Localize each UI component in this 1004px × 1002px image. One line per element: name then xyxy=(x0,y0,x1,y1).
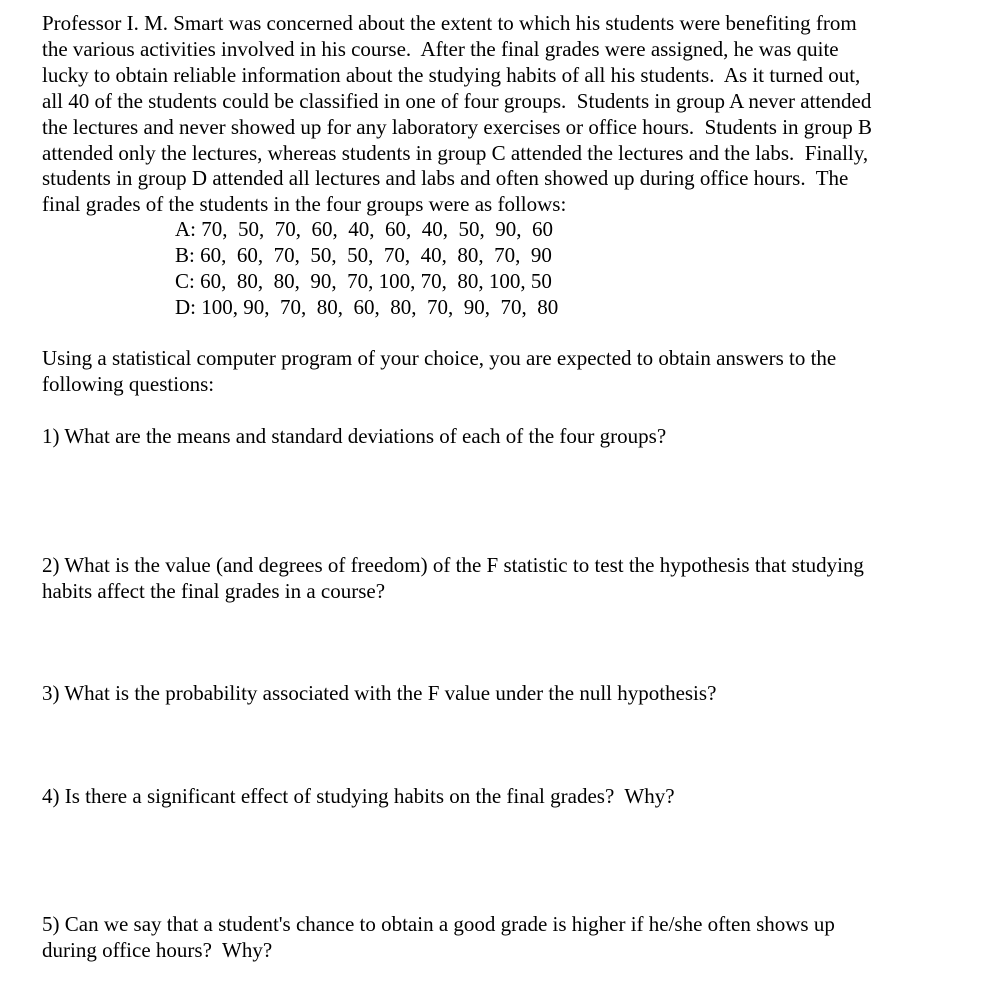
intro-line: lucky to obtain reliable information about the studying habits of all his students. As it turned out, xyxy=(42,63,861,87)
intro-line: students in group D attended all lectures and labs and often showed up during office hours. The xyxy=(42,166,849,190)
intro-line: the various activities involved in his course. After the final grades were assigned, he was quite xyxy=(42,37,839,61)
question-2-line: habits affect the final grades in a course? xyxy=(42,579,386,603)
instructions-line: Using a statistical computer program of your choice, you are expected to obtain answers to the xyxy=(42,346,837,370)
intro-line: all 40 of the students could be classified in one of four groups. Students in group A never attended xyxy=(42,89,872,113)
question-1-line: 1) What are the means and standard deviations of each of the four groups? xyxy=(42,424,667,448)
intro-line: Professor I. M. Smart was concerned about the extent to which his students were benefiting from xyxy=(42,11,857,35)
intro-line: attended only the lectures, whereas students in group C attended the lectures and the labs. Finally, xyxy=(42,141,869,165)
grades-group-b: B: 60, 60, 70, 50, 50, 70, 40, 80, 70, 90 xyxy=(175,243,552,267)
question-5-line: 5) Can we say that a student's chance to obtain a good grade is higher if he/she often shows up xyxy=(42,912,835,936)
grades-group-d: D: 100, 90, 70, 80, 60, 80, 70, 90, 70, 80 xyxy=(175,295,559,319)
intro-line: the lectures and never showed up for any laboratory exercises or office hours. Students in group B xyxy=(42,115,873,139)
instructions-line: following questions: xyxy=(42,372,215,396)
question-2-line: 2) What is the value (and degrees of freedom) of the F statistic to test the hypothesis that studying xyxy=(42,553,864,577)
question-4-line: 4) Is there a significant effect of studying habits on the final grades? Why? xyxy=(42,784,675,808)
question-3-line: 3) What is the probability associated with the F value under the null hypothesis? xyxy=(42,681,717,705)
grades-group-a: A: 70, 50, 70, 60, 40, 60, 40, 50, 90, 60 xyxy=(175,217,553,241)
question-5-line: during office hours? Why? xyxy=(42,938,273,962)
grades-group-c: C: 60, 80, 80, 90, 70, 100, 70, 80, 100, 50 xyxy=(175,269,552,293)
intro-line: final grades of the students in the four groups were as follows: xyxy=(42,192,567,216)
